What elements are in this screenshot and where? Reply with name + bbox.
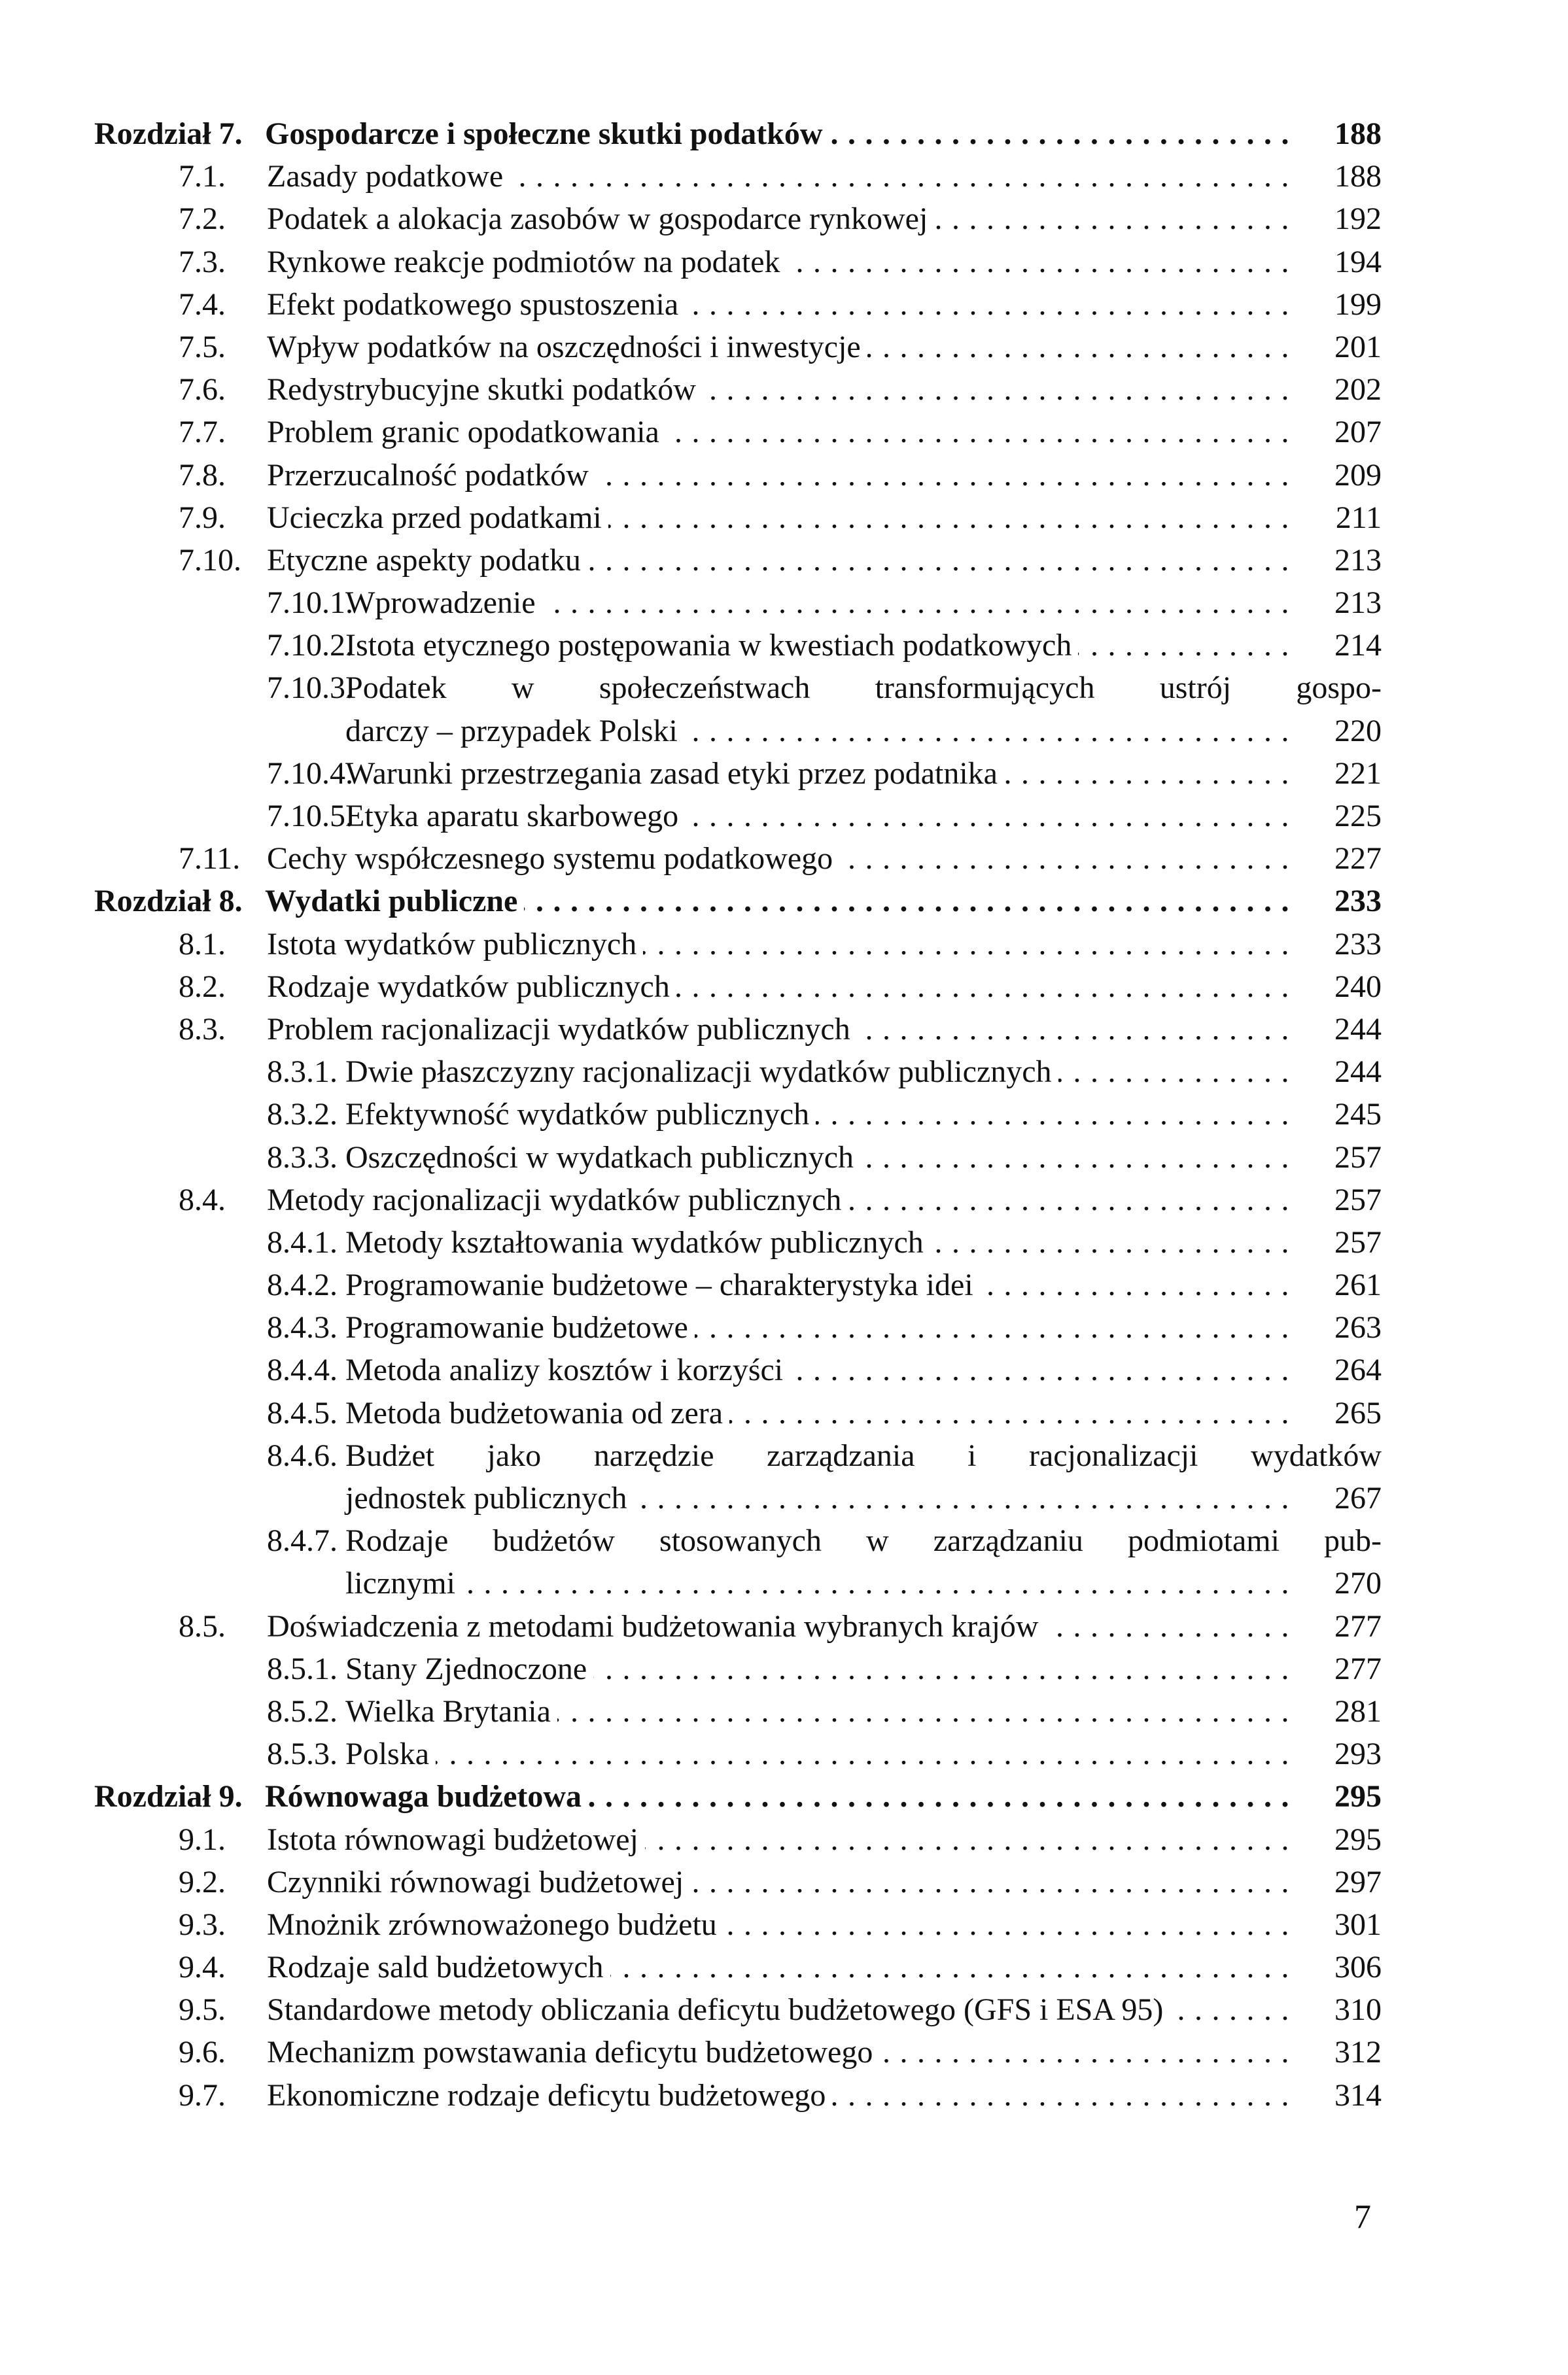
toc-entry-page: 233 xyxy=(1334,884,1382,919)
toc-entry-title: Istota równowagi budżetowej xyxy=(267,1822,638,1857)
toc-entry-title: Wpływ podatków na oszczędności i inwestycje xyxy=(267,329,861,364)
toc-section[interactable] xyxy=(0,1306,1568,1349)
toc-section[interactable] xyxy=(0,1434,1568,1477)
toc-entry-title: Standardowe metody obliczania deficytu budżetowego (GFS i ESA 95) xyxy=(267,1992,1164,2028)
toc-entry-number: 7.8. xyxy=(179,457,226,493)
toc-entry-number: 7.10.5. xyxy=(267,799,353,833)
toc-entry-row xyxy=(267,2031,1382,2073)
toc-entry-row xyxy=(345,710,1382,752)
toc-entry-row xyxy=(345,581,1382,624)
toc-entry-number: 9.7. xyxy=(179,2077,226,2113)
toc-entry-title: Gospodarcze i społeczne skutki podatków xyxy=(265,116,823,151)
dot-leader xyxy=(839,837,1298,880)
toc-entry-title: Zasady podatkowe xyxy=(267,159,504,194)
toc-entry-page: 270 xyxy=(1334,1566,1382,1601)
dot-leader xyxy=(816,1093,1298,1135)
toc-section[interactable] xyxy=(0,2074,1568,2117)
toc-entry-page: 213 xyxy=(1334,585,1382,621)
toc-entry-page: 225 xyxy=(1334,799,1382,833)
toc-entry-title: Mnożnik zrównoważonego budżetu xyxy=(267,1907,717,1942)
toc-entry-page: 277 xyxy=(1334,1651,1382,1686)
toc-entry-page: 192 xyxy=(1334,201,1382,237)
toc-entry-title: Warunki przestrzegania zasad etyki przez podatnika xyxy=(345,755,998,791)
toc-entry-number: 7.10.1. xyxy=(267,585,353,621)
toc-entry-row xyxy=(345,1349,1382,1391)
toc-section[interactable] xyxy=(0,1690,1568,1733)
toc-section[interactable] xyxy=(0,411,1568,453)
dot-leader xyxy=(1004,752,1298,795)
toc-entry-number: Rozdział 9. xyxy=(94,1779,243,1814)
toc-section[interactable] xyxy=(0,1946,1568,1988)
toc-entry-title: Mechanizm powstawania deficytu budżetowego xyxy=(267,2035,873,2070)
toc-entry-row xyxy=(267,2074,1382,2117)
toc-entry-row xyxy=(267,241,1382,283)
toc-section[interactable] xyxy=(0,368,1568,411)
toc-entry-row xyxy=(267,155,1382,198)
toc-chapter[interactable] xyxy=(0,880,1568,922)
dot-leader xyxy=(930,1221,1298,1264)
dot-leader xyxy=(542,581,1298,624)
toc-entry-page: 209 xyxy=(1334,457,1382,493)
toc-section[interactable] xyxy=(0,1903,1568,1946)
toc-entry-title: Dwie płaszczyzny racjonalizacji wydatków publicznych xyxy=(345,1054,1052,1090)
dot-leader xyxy=(666,411,1298,453)
toc-entry-title: Czynniki równowagi budżetowej xyxy=(267,1864,684,1899)
dot-leader xyxy=(645,1818,1298,1861)
toc-entry-number: 8.4.6. xyxy=(267,1438,338,1473)
toc-entry-number: 9.1. xyxy=(179,1822,226,1857)
toc-entry-title: darczy – przypadek Polski xyxy=(345,713,678,748)
toc-section[interactable] xyxy=(0,624,1568,667)
toc-section[interactable] xyxy=(0,539,1568,581)
toc-entry-row xyxy=(345,624,1382,667)
toc-entry-title: Programowanie budżetowe xyxy=(345,1310,688,1345)
toc-entry-page: 188 xyxy=(1334,159,1382,194)
toc-entry-row xyxy=(345,1136,1382,1179)
toc-entry-title: Podatek w społeczeństwach transformujących ustrój gospo- xyxy=(345,670,1382,706)
toc-entry-title: Wielka Brytania xyxy=(345,1693,551,1729)
toc-entry-row xyxy=(267,923,1382,965)
toc-entry-title: licznymi xyxy=(345,1566,455,1601)
dot-leader xyxy=(1078,624,1298,667)
toc-chapter[interactable] xyxy=(0,1775,1568,1818)
toc-section[interactable] xyxy=(0,837,1568,880)
toc-entry-row xyxy=(265,113,1382,155)
toc-entry-title: Równowaga budżetowa xyxy=(265,1779,582,1814)
toc-entry-title: Rodzaje wydatków publicznych xyxy=(267,969,670,1004)
toc-entry-number: 8.5.1. xyxy=(267,1651,338,1686)
toc-entry-number: 7.9. xyxy=(179,500,226,535)
toc-entry-row xyxy=(267,496,1382,539)
toc-entry-page: 227 xyxy=(1334,841,1382,876)
toc-entry-number: 9.3. xyxy=(179,1907,226,1942)
toc-section[interactable] xyxy=(0,1861,1568,1903)
toc-section[interactable] xyxy=(0,496,1568,539)
dot-leader xyxy=(587,539,1298,581)
toc-section[interactable] xyxy=(0,1136,1568,1179)
toc-entry-row xyxy=(265,880,1382,922)
dot-leader xyxy=(857,1008,1298,1050)
toc-entry-number: 8.4.7. xyxy=(267,1523,338,1559)
dot-leader xyxy=(980,1264,1298,1306)
toc-section[interactable] xyxy=(0,1519,1568,1562)
toc-entry-row xyxy=(345,1733,1382,1775)
toc-entry-row xyxy=(345,1562,1382,1604)
toc-entry-number: 9.4. xyxy=(179,1950,226,1985)
toc-entry-row xyxy=(345,1264,1382,1306)
toc-entry-page: 233 xyxy=(1334,926,1382,962)
dot-leader xyxy=(684,710,1298,752)
dot-leader xyxy=(787,241,1298,283)
toc-entry-number: 8.4.3. xyxy=(267,1310,338,1345)
toc-entry-row xyxy=(267,283,1382,326)
toc-entry-number: 7.5. xyxy=(179,329,226,364)
toc-entry-title: Doświadczenia z metodami budżetowania wybranych krajów xyxy=(267,1608,1039,1644)
dot-leader xyxy=(934,198,1298,240)
toc-entry-number: 9.2. xyxy=(179,1864,226,1899)
toc-entry-page: 264 xyxy=(1334,1353,1382,1388)
toc-entry-number: 7.10.3. xyxy=(267,670,353,706)
toc-entry-title: Przerzucalność podatków xyxy=(267,457,589,493)
toc-entry-page: 314 xyxy=(1334,2077,1382,2113)
toc-entry-title: Rodzaje sald budżetowych xyxy=(267,1950,604,1985)
toc-section[interactable] xyxy=(0,155,1568,198)
toc-entry-title: Wprowadzenie xyxy=(345,585,536,621)
toc-entry-page: 265 xyxy=(1334,1395,1382,1430)
toc-section[interactable] xyxy=(0,1179,1568,1221)
toc-section[interactable] xyxy=(0,1988,1568,2031)
toc-entry-row xyxy=(267,326,1382,368)
toc-entry-title: Ekonomiczne rodzaje deficytu budżetowego xyxy=(267,2077,826,2113)
toc-section[interactable] xyxy=(0,581,1568,624)
toc-entry-page: 244 xyxy=(1334,1054,1382,1090)
dot-leader xyxy=(703,368,1298,411)
toc-entry-number: 8.4.1. xyxy=(267,1224,338,1260)
toc-entry-row xyxy=(345,795,1382,837)
toc-section[interactable] xyxy=(0,1392,1568,1434)
toc-entry-row xyxy=(267,411,1382,453)
toc-entry-page: 245 xyxy=(1334,1097,1382,1132)
toc-entry-title: Rynkowe reakcje podmiotów na podatek xyxy=(267,244,780,279)
toc-entry-page: 295 xyxy=(1334,1822,1382,1857)
dot-leader xyxy=(524,880,1298,922)
toc-entry-number: 7.10. xyxy=(179,542,241,578)
toc-entry-page: 207 xyxy=(1334,415,1382,450)
toc-entry-number: 8.2. xyxy=(179,969,226,1004)
toc-entry-page: 281 xyxy=(1334,1693,1382,1729)
toc-entry-number: 8.3. xyxy=(179,1011,226,1047)
dot-leader xyxy=(879,2031,1298,2073)
toc-entry-row xyxy=(267,1861,1382,1903)
toc-section[interactable] xyxy=(0,1818,1568,1861)
table-of-contents xyxy=(0,113,1568,2117)
toc-entry-title: Rodzaje budżetów stosowanych w zarządzaniu podmiotami pub- xyxy=(345,1523,1382,1559)
toc-entry-number: Rozdział 8. xyxy=(94,884,243,919)
toc-entry-title: jednostek publicznych xyxy=(345,1481,627,1516)
toc-entry-number: 7.10.4. xyxy=(267,755,353,791)
toc-entry-page: 201 xyxy=(1334,329,1382,364)
toc-entry-title: Metody kształtowania wydatków publicznych xyxy=(345,1224,924,1260)
toc-section[interactable] xyxy=(0,1008,1568,1050)
toc-entry-page: 244 xyxy=(1334,1011,1382,1047)
toc-entry-title: Programowanie budżetowe – charakterystyka idei xyxy=(345,1268,973,1303)
dot-leader xyxy=(685,283,1298,326)
toc-section-continuation xyxy=(0,1477,1568,1519)
dot-leader xyxy=(848,1179,1298,1221)
toc-section[interactable] xyxy=(0,752,1568,795)
toc-section[interactable] xyxy=(0,1221,1568,1264)
toc-entry-row xyxy=(345,1306,1382,1349)
toc-entry-row xyxy=(267,198,1382,240)
toc-entry-number: 8.5. xyxy=(179,1608,226,1644)
toc-entry-row xyxy=(345,752,1382,795)
toc-entry-row xyxy=(345,1221,1382,1264)
toc-entry-row xyxy=(267,454,1382,496)
toc-entry-row xyxy=(267,539,1382,581)
toc-section[interactable] xyxy=(0,1605,1568,1648)
toc-entry-title: Istota etycznego postępowania w kwestiach podatkowych xyxy=(345,628,1072,663)
toc-entry-title: Etyka aparatu skarbowego xyxy=(345,799,679,833)
toc-entry-page: 293 xyxy=(1334,1737,1382,1772)
toc-entry-title: Ucieczka przed podatkami xyxy=(267,500,602,535)
dot-leader xyxy=(1058,1050,1298,1093)
toc-section[interactable] xyxy=(0,1648,1568,1690)
toc-entry-page: 261 xyxy=(1334,1268,1382,1303)
toc-entry-row xyxy=(345,1690,1382,1733)
toc-entry-row xyxy=(267,1179,1382,1221)
toc-entry-page: 220 xyxy=(1334,713,1382,748)
toc-entry-number: 8.5.2. xyxy=(267,1693,338,1729)
toc-entry-page: 199 xyxy=(1334,286,1382,322)
toc-entry-page: 221 xyxy=(1334,755,1382,791)
toc-section[interactable] xyxy=(0,454,1568,496)
dot-leader xyxy=(695,1306,1298,1349)
toc-entry-row xyxy=(267,1903,1382,1946)
dot-leader xyxy=(832,2074,1298,2117)
toc-entry-number: 8.4.5. xyxy=(267,1395,338,1430)
toc-entry-number: 7.7. xyxy=(179,415,226,450)
dot-leader xyxy=(867,326,1298,368)
dot-leader xyxy=(608,496,1298,539)
toc-entry-number: 7.4. xyxy=(179,286,226,322)
toc-section-continuation xyxy=(0,710,1568,752)
toc-entry-number: 8.5.3. xyxy=(267,1737,338,1772)
toc-entry-row xyxy=(267,1946,1382,1988)
toc-section[interactable] xyxy=(0,326,1568,368)
page-number: 7 xyxy=(1354,2198,1371,2236)
toc-entry-title: Podatek a alokacja zasobów w gospodarce rynkowej xyxy=(267,201,928,237)
dot-leader xyxy=(829,113,1298,155)
dot-leader xyxy=(790,1349,1298,1391)
toc-entry-number: 7.6. xyxy=(179,372,226,407)
toc-entry-row xyxy=(265,1775,1382,1818)
toc-entry-title: Metoda budżetowania od zera xyxy=(345,1395,723,1430)
dot-leader xyxy=(595,454,1298,496)
toc-entry-title: Cechy współczesnego systemu podatkowego xyxy=(267,841,833,876)
toc-entry-page: 263 xyxy=(1334,1310,1382,1345)
toc-entry-row xyxy=(345,1392,1382,1434)
dot-leader xyxy=(1045,1605,1298,1648)
toc-entry-page: 188 xyxy=(1334,116,1382,151)
toc-entry-number: 9.5. xyxy=(179,1992,226,2028)
dot-leader xyxy=(462,1562,1298,1604)
toc-chapter[interactable] xyxy=(0,113,1568,155)
toc-entry-row xyxy=(267,368,1382,411)
toc-entry-title: Istota wydatków publicznych xyxy=(267,926,637,962)
toc-entry-number: 8.4.2. xyxy=(267,1268,338,1303)
toc-section-continuation xyxy=(0,1562,1568,1604)
toc-entry-row xyxy=(267,1605,1382,1648)
toc-section[interactable] xyxy=(0,795,1568,837)
toc-section[interactable] xyxy=(0,1349,1568,1391)
toc-entry-page: 267 xyxy=(1334,1481,1382,1516)
toc-entry-page: 295 xyxy=(1334,1779,1382,1814)
toc-entry-title: Problem granic opodatkowania xyxy=(267,415,659,450)
toc-entry-page: 202 xyxy=(1334,372,1382,407)
toc-entry-row xyxy=(345,1050,1382,1093)
toc-section[interactable] xyxy=(0,667,1568,709)
toc-entry-title: Problem racjonalizacji wydatków publicznych xyxy=(267,1011,850,1047)
dot-leader xyxy=(557,1690,1298,1733)
dot-leader xyxy=(685,795,1298,837)
dot-leader xyxy=(676,965,1298,1008)
toc-entry-page: 257 xyxy=(1334,1182,1382,1217)
toc-entry-number: 7.3. xyxy=(179,244,226,279)
toc-entry-title: Redystrybucyjne skutki podatków xyxy=(267,372,696,407)
toc-entry-page: 194 xyxy=(1334,244,1382,279)
toc-section[interactable] xyxy=(0,198,1568,240)
toc-section[interactable] xyxy=(0,1733,1568,1775)
toc-entry-page: 213 xyxy=(1334,542,1382,578)
toc-entry-page: 310 xyxy=(1334,1992,1382,2028)
toc-entry-number: 7.1. xyxy=(179,159,226,194)
toc-section[interactable] xyxy=(0,1050,1568,1093)
toc-entry-number: 9.6. xyxy=(179,2035,226,2070)
toc-entry-title: Efektywność wydatków publicznych xyxy=(345,1097,810,1132)
toc-entry-title: Metody racjonalizacji wydatków publicznych xyxy=(267,1182,842,1217)
dot-leader xyxy=(588,1775,1298,1818)
toc-entry-page: 257 xyxy=(1334,1224,1382,1260)
toc-section[interactable] xyxy=(0,1264,1568,1306)
toc-section[interactable] xyxy=(0,283,1568,326)
toc-entry-row xyxy=(267,1818,1382,1861)
toc-entry-page: 211 xyxy=(1335,500,1382,535)
toc-entry-row xyxy=(345,1093,1382,1135)
toc-entry-row xyxy=(267,1988,1382,2031)
toc-entry-title: Etyczne aspekty podatku xyxy=(267,542,581,578)
toc-entry-title: Metoda analizy kosztów i korzyści xyxy=(345,1353,784,1388)
toc-entry-number: 8.1. xyxy=(179,926,226,962)
toc-entry-row xyxy=(345,1477,1382,1519)
toc-entry-row xyxy=(345,1648,1382,1690)
dot-leader xyxy=(1170,1988,1298,2031)
dot-leader xyxy=(510,155,1298,198)
toc-entry-title: Efekt podatkowego spustoszenia xyxy=(267,286,679,322)
dot-leader xyxy=(610,1946,1299,1988)
toc-entry-number: Rozdział 7. xyxy=(94,116,243,151)
toc-entry-row xyxy=(267,1008,1382,1050)
toc-entry-page: 297 xyxy=(1334,1864,1382,1899)
toc-entry-number: 8.3.1. xyxy=(267,1054,338,1090)
toc-entry-page: 306 xyxy=(1334,1950,1382,1985)
toc-section[interactable] xyxy=(0,1093,1568,1135)
dot-leader xyxy=(436,1733,1298,1775)
toc-entry-number: 7.10.2. xyxy=(267,628,353,663)
toc-section[interactable] xyxy=(0,2031,1568,2073)
toc-entry-page: 214 xyxy=(1334,628,1382,663)
dot-leader xyxy=(643,923,1298,965)
toc-entry-number: 8.3.2. xyxy=(267,1097,338,1132)
toc-entry-page: 312 xyxy=(1334,2035,1382,2070)
toc-entry-page: 257 xyxy=(1334,1139,1382,1175)
toc-entry-page: 240 xyxy=(1334,969,1382,1004)
toc-section[interactable] xyxy=(0,241,1568,283)
toc-entry-title: Polska xyxy=(345,1737,430,1772)
dot-leader xyxy=(729,1392,1298,1434)
toc-entry-page: 277 xyxy=(1334,1608,1382,1644)
dot-leader xyxy=(634,1477,1298,1519)
dot-leader xyxy=(860,1136,1298,1179)
toc-entry-title: Budżet jako narzędzie zarządzania i racjonalizacji wydatków xyxy=(345,1438,1382,1473)
toc-entry-title: Wydatki publiczne xyxy=(265,884,518,919)
toc-section[interactable] xyxy=(0,923,1568,965)
dot-leader xyxy=(593,1648,1298,1690)
toc-entry-number: 7.2. xyxy=(179,201,226,237)
toc-entry-row xyxy=(267,837,1382,880)
toc-section[interactable] xyxy=(0,965,1568,1008)
dot-leader xyxy=(723,1903,1298,1946)
toc-entry-number: 8.4. xyxy=(179,1182,226,1217)
toc-entry-number: 8.4.4. xyxy=(267,1353,338,1388)
toc-entry-page: 301 xyxy=(1334,1907,1382,1942)
toc-entry-title: Oszczędności w wydatkach publicznych xyxy=(345,1139,854,1175)
toc-entry-row xyxy=(267,965,1382,1008)
toc-entry-number: 7.11. xyxy=(179,841,241,876)
toc-entry-title: Stany Zjednoczone xyxy=(345,1651,587,1686)
toc-entry-number: 8.3.3. xyxy=(267,1139,338,1175)
dot-leader xyxy=(690,1861,1298,1903)
